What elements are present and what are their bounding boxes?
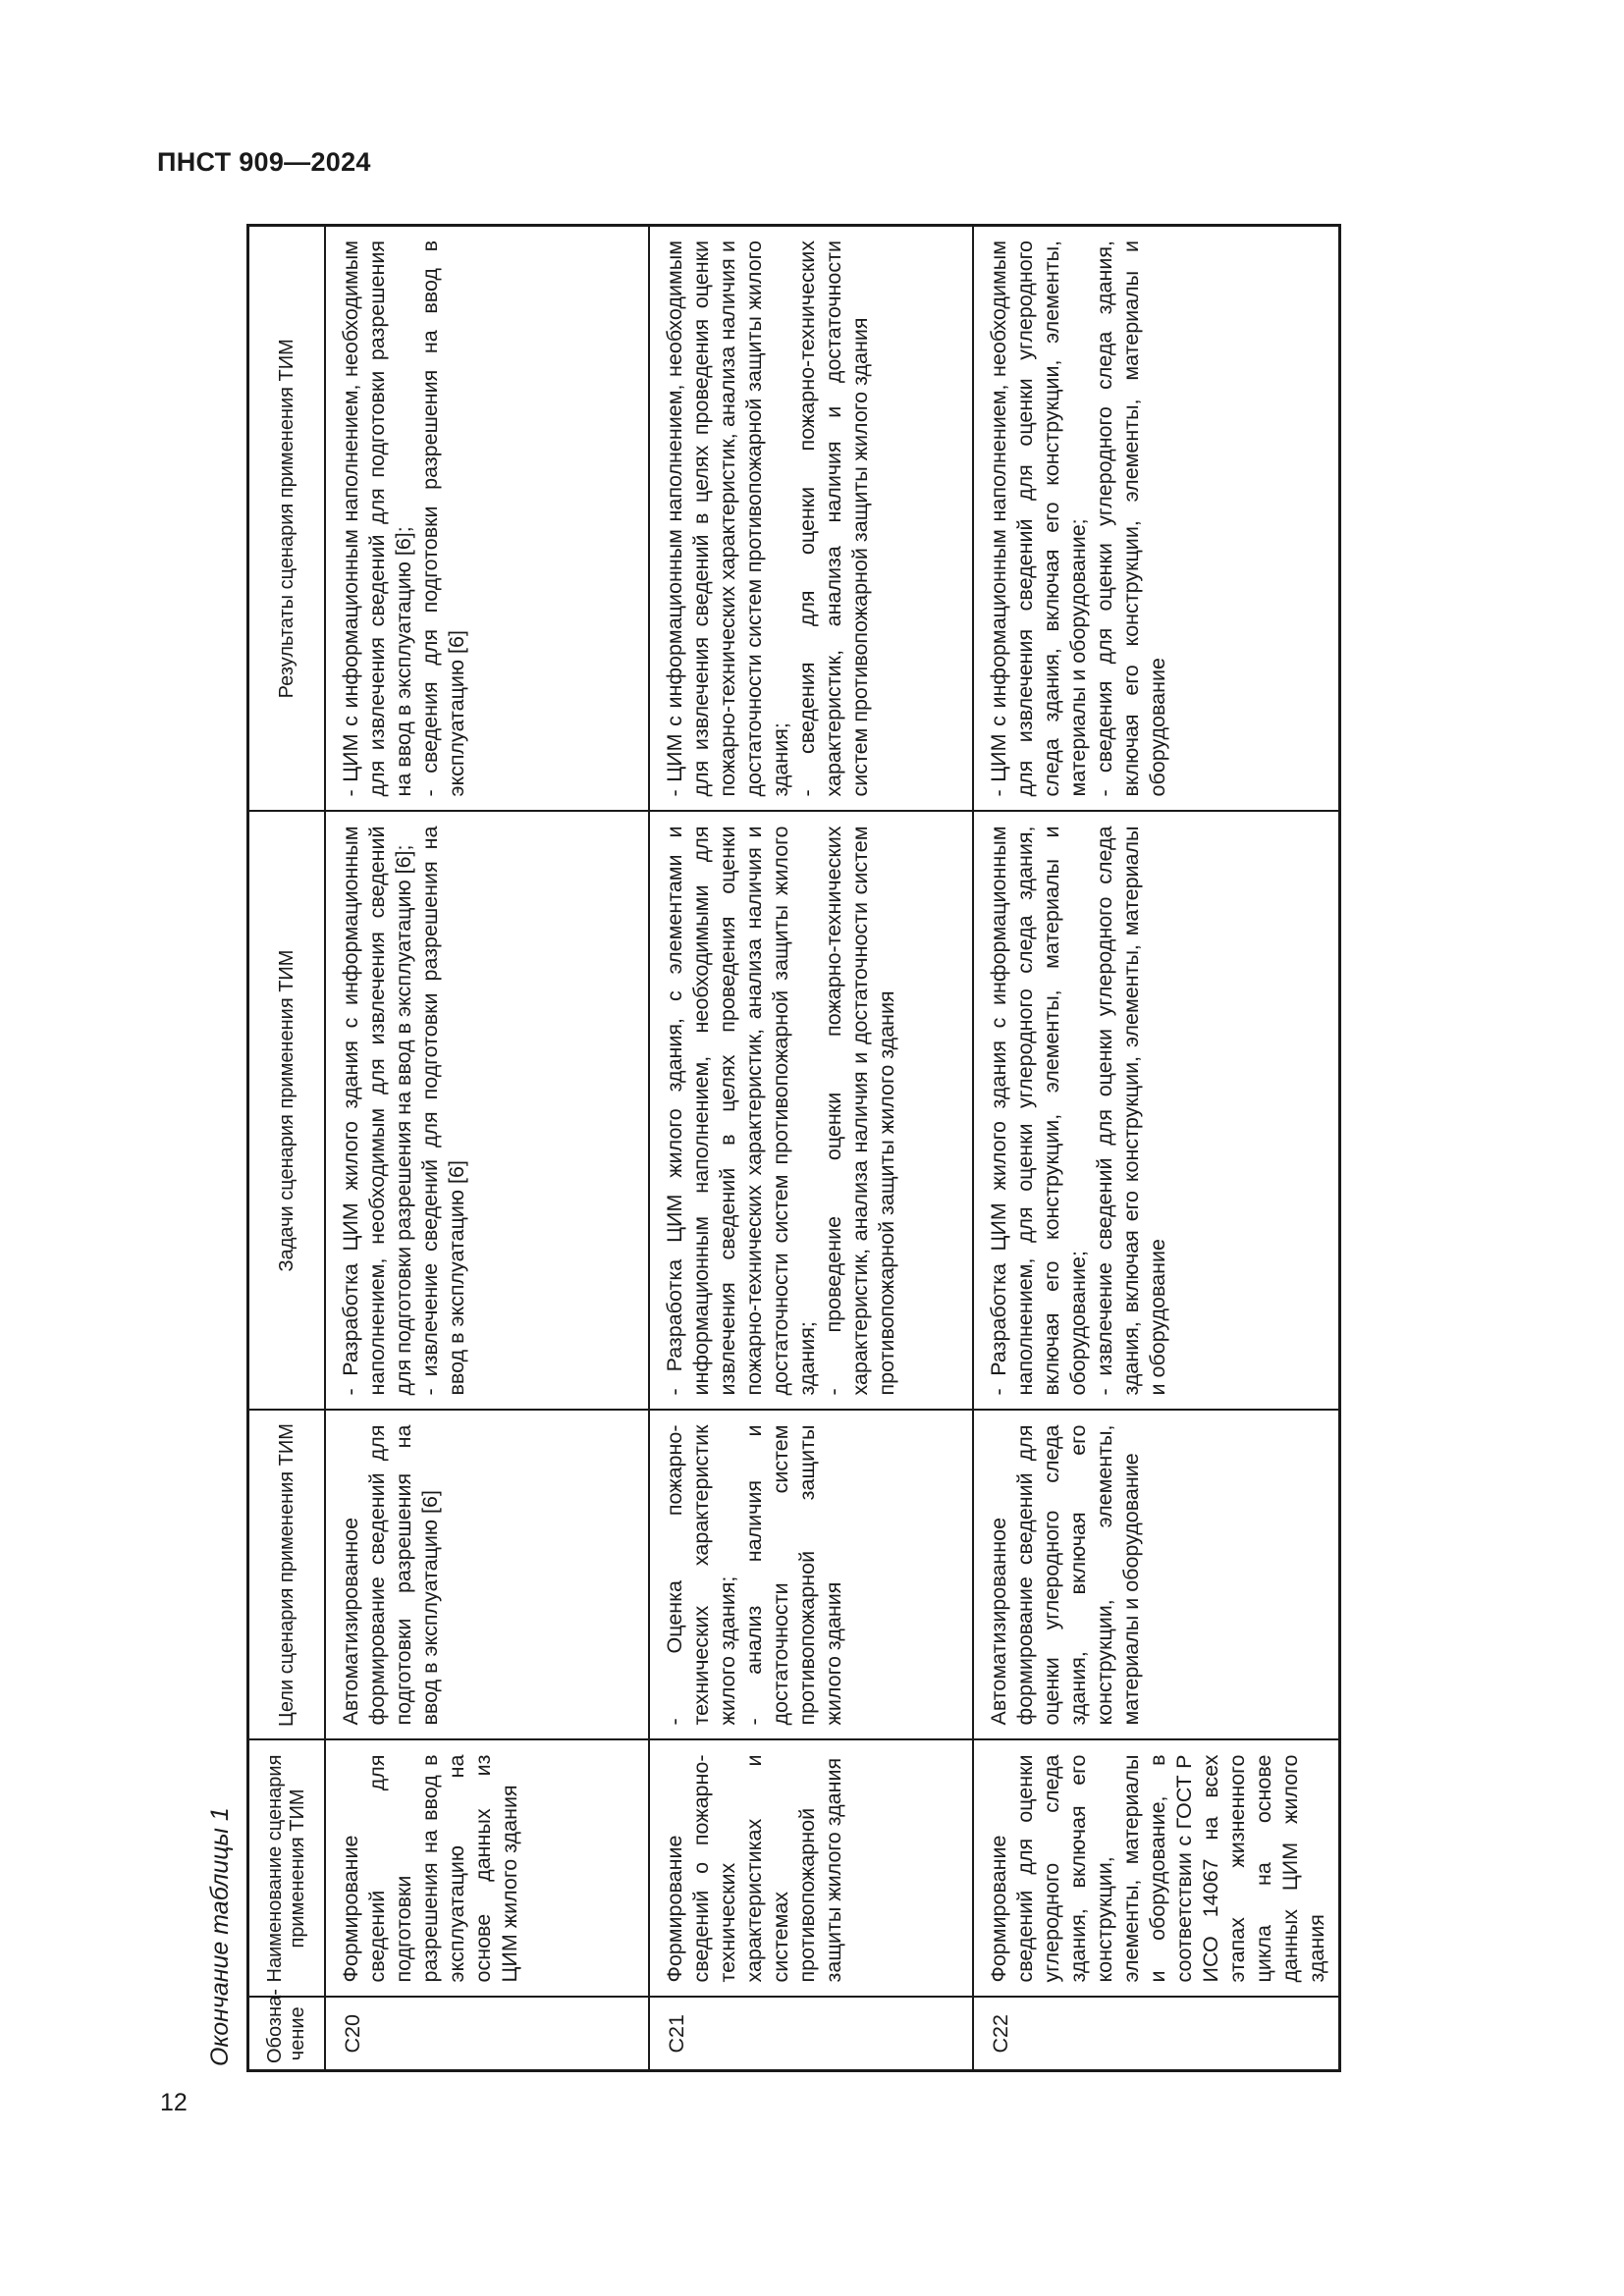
header-code (248, 1989, 326, 2071)
cell-goals-text: Автоматизированное формирование сведений для подготовки разрешения на ввод в эксплуатацию [6] (339, 1424, 442, 1726)
cell-results (325, 226, 649, 812)
cell-tasks-text: - Разработка ЦИМ жилого здания, с элементами и информационным наполнением, необходимыми для извлечения сведений в целях проведения оценки пожарно-технических характеристик, анализа наличия и достаточности систем противопожарной защиты жилого здания; (663, 826, 819, 1396)
scenario-table (246, 224, 1341, 2072)
cell-code-text: С22 (989, 2014, 1012, 2054)
rotated-table-block (193, 227, 1328, 2072)
cell-goals (649, 1411, 973, 1740)
header-line: Задачи сценария применения ТИМ (275, 949, 298, 1272)
header-line: Цели сценария применения ТИМ (275, 1423, 298, 1727)
table-row (649, 226, 973, 2071)
header-results (248, 226, 326, 812)
header-tasks (248, 812, 326, 1411)
table-row (973, 226, 1340, 2071)
cell-tasks (325, 812, 649, 1411)
header-line: применения ТИМ (287, 1789, 308, 1949)
cell-code (649, 1998, 973, 2071)
cell-code-text: С21 (665, 2014, 688, 2054)
cell-results-text: - сведения для оценки углеродного следа здания, включая его конструкции, элементы, материалы и оборудование (1093, 240, 1169, 797)
cell-code-text: С20 (341, 2014, 364, 2054)
header-name (248, 1740, 326, 1998)
cell-name (325, 1740, 649, 1998)
cell-goals (973, 1411, 1340, 1740)
document-code: ПНСТ 909—2024 (157, 147, 371, 177)
cell-results-text: - ЦИМ с информационным наполнением, необходимым для извлечения сведений в целях проведения оценки пожарно-технических характеристик, анализа наличия и достаточности систем противопожарной защиты жилого здания; (663, 240, 792, 797)
header-goals (248, 1411, 326, 1740)
cell-tasks-text: - извлечение сведений для оценки углеродного следа здания, включая его конструкции, элементы, материалы и оборудование (1093, 826, 1169, 1396)
table-header-row (248, 226, 326, 2071)
cell-tasks (973, 812, 1340, 1411)
cell-goals (325, 1411, 649, 1740)
cell-code (325, 1998, 649, 2071)
header-line: Результаты сценария применения ТИМ (275, 339, 298, 699)
cell-name-text: Формирование сведений для оценки углеродного следа здания, включая его конструкции, элементы, материалы и оборудование, в соответствии с ГОСТ Р ИСО 14067 на всех этапах жизненного цикла на основе данных ЦИМ жилого здания (987, 1754, 1328, 1983)
cell-name-text: Формирование сведений о пожарно-технических характеристиках и системах противопожарной защиты жилого здания (663, 1754, 845, 1983)
cell-goals-text: - анализ наличия и достаточности систем противопожарной защиты жилого здания (742, 1424, 845, 1726)
table-row (325, 226, 649, 2071)
cell-tasks-text: - проведение оценки пожарно-технических характеристик, анализа наличия и достаточности систем противопожарной защиты жилого здания (822, 826, 898, 1396)
cell-results (973, 226, 1340, 812)
cell-results-text: - сведения для оценки пожарно-технических характеристик, анализа наличия и достаточности систем противопожарной защиты жилого здания (795, 240, 872, 797)
cell-results-text: - ЦИМ с информационным наполнением, необходимым для извлечения сведений для оценки углеродного следа здания, включая его конструкции, элементы, материалы и оборудование; (987, 240, 1090, 797)
header-line: Обозна- (264, 1989, 286, 2063)
cell-results-text: - ЦИМ с информационным наполнением, необходимым для извлечения сведений для подготовки разрешения на ввод в эксплуатацию [6]; (339, 240, 415, 797)
cell-code (973, 1998, 1340, 2071)
header-line: чение (287, 2006, 308, 2061)
cell-tasks-text: - Разработка ЦИМ жилого здания с информационным наполнением, для оценки углеродного следа здания, включая его конструкции, элементы, материалы и оборудование; (987, 826, 1090, 1396)
table-body (325, 226, 1340, 2071)
cell-tasks-text: - извлечение сведений для подготовки разрешения на ввод в эксплуатацию [6] (418, 826, 468, 1396)
cell-goals-text: Автоматизированное формирование сведений для оценки углеродного следа здания, включая его конструкции, элементы, материалы и оборудование (987, 1424, 1143, 1726)
cell-name (973, 1740, 1340, 1998)
header-line: Наименование сценария (264, 1754, 286, 1983)
table-caption: Окончание таблицы 1 (206, 1807, 234, 2066)
cell-results (649, 226, 973, 812)
cell-goals-text: - Оценка пожарно-технических характеристик жилого здания; (663, 1424, 739, 1726)
cell-tasks (649, 812, 973, 1411)
cell-name-text: Формирование сведений для подготовки разрешения на ввод в эксплуатацию на основе данных из ЦИМ жилого здания (339, 1754, 521, 1983)
cell-results-text: - сведения для подготовки разрешения на ввод в эксплуатацию [6] (418, 240, 468, 797)
cell-name (649, 1740, 973, 1998)
page-number: 12 (160, 2089, 188, 2116)
cell-tasks-text: - Разработка ЦИМ жилого здания с информационным наполнением, необходимым для извлечения сведений для подготовки разрешения на ввод в эксплуатацию [6]; (339, 826, 415, 1396)
